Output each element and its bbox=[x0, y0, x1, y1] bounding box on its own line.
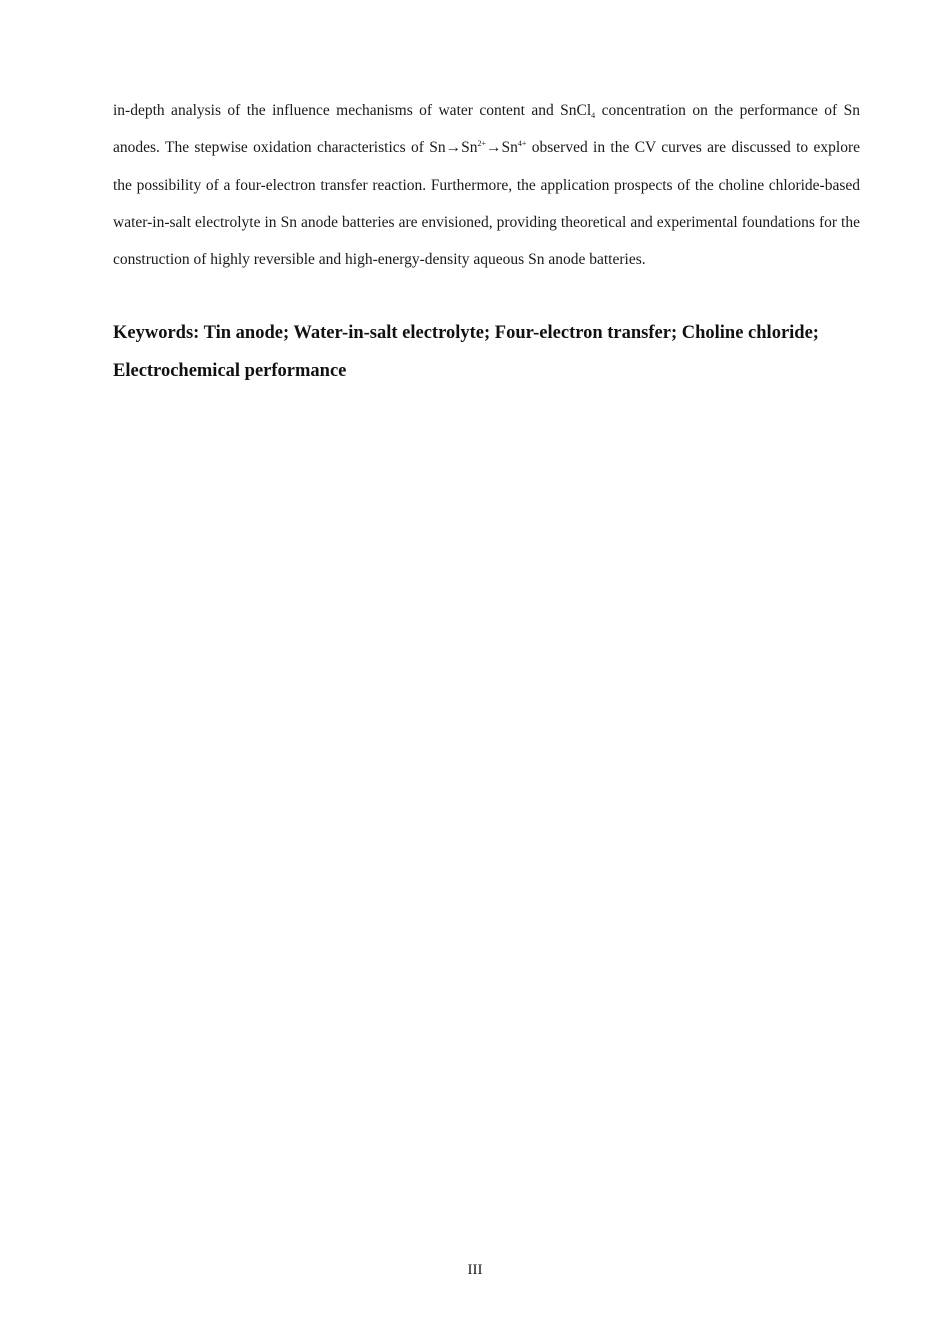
abstract-paragraph bbox=[113, 92, 860, 278]
abstract-text-segment-3: →Sn bbox=[486, 139, 518, 157]
superscript-4-plus: 4+ bbox=[517, 139, 527, 149]
subscript-4: 4 bbox=[591, 111, 596, 120]
abstract-text-segment-1: in-depth analysis of the influence mechanisms of water content and SnCl bbox=[113, 102, 592, 119]
keywords-line: Keywords: Tin anode; Water-in-salt electrolyte; Four-electron transfer; Choline chloride; Electrochemical performance bbox=[113, 323, 819, 381]
abstract-text-segment-2: concentration on the performance of Sn anodes. The stepwise oxidation characteristics of Sn→Sn bbox=[113, 102, 860, 157]
abstract-text-segment-4: observed in the CV curves are discussed to explore the possibility of a four-electron transfer reaction. Furthermore, the application prospects of the choline chloride-based water-in-salt electrolyte in Sn anode batteries are envisioned, providing theoretical and experimental foundations for the construction of highly reversible and high-energy-density aqueous Sn anode batteries. bbox=[113, 139, 860, 269]
superscript-2-plus: 2+ bbox=[477, 139, 487, 149]
page-number: III bbox=[467, 1262, 483, 1278]
